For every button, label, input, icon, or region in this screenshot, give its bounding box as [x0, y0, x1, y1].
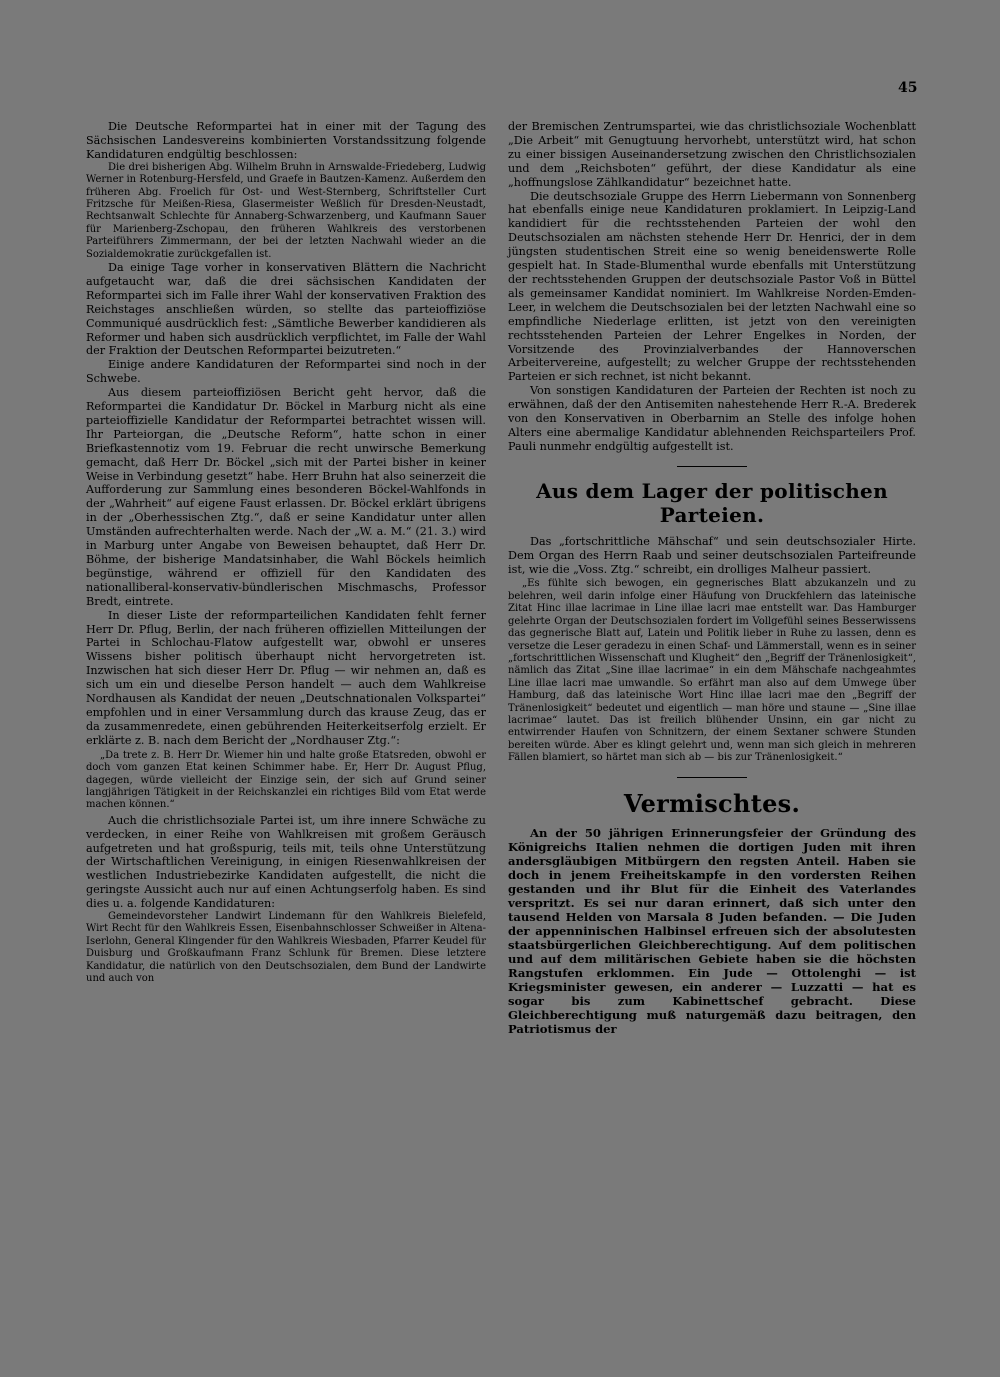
pflug-paragraph: In dieser Liste der reformparteilichen Kandidaten fehlt ferner Herr Dr. Pflug, Berlin, der nach früheren offiziellen Mitteilungen der Partei in Schlochau-Flatow aufgestellt war, obwohl er unseres Wissens bisher politisch überhaupt nicht hervorgetreten ist. Inzwischen hat sich dieser Herr Dr. Pflug — wir nehmen an, daß es sich um ein und dieselbe Person handelt — auch dem Wahlkreise Nordhausen als Kandidat der neuen „Deutschnationalen Volkspartei“ empfohlen und in einer Versammlung durch das krause Zeug, das er da zusammenredete, einen gebührenden Heiterkeitserfolg erzielt. Er erklärte z. B. nach dem Bericht der „Nordhauser Ztg.“:: [86, 608, 486, 747]
section-divider: [677, 466, 747, 467]
italy-jubilee-paragraph: An der 50 jährigen Erinnerungsfeier der Gründung des Königreichs Italien nehmen die dortigen Juden mit ihren andersgläubigen Mitbürgern den regsten Anteil. Haben sie doch in jenem Freiheitskampfe in den vordersten Reihen gestanden und ihr Blut für die Einheit des Vaterlandes verspritzt. Es sei nur daran erinnert, daß sich unter den tausend Helden von Marsala 8 Juden befanden. — Die Juden der appenninischen Halbinsel erfreuen sich der absolutesten staatsbürgerlichen Gleichberechtigung. Auf dem politischen und auf dem militärischen Gebiete haben sie die höchsten Rangstufen erklommen. Ein Jude — Ottolenghi — ist Kriegsminister gewesen, ein anderer — Luzzatti — hat es sogar bis zum Kabinettschef gebracht. Diese Gleichberechtigung muß naturgemäß dazu beitragen, den Patriotismus der: [508, 825, 916, 1036]
page-number: 45: [898, 80, 918, 96]
christian-social-paragraph: Auch die christlichsoziale Partei ist, um ihre innere Schwäche zu verdecken, in einer Reihe von Wahlkreisen mit großem Geräusch aufgetreten und hat großspurig, teils mit, teils ohne Unterstützung der Wirtschaftlichen Vereinigung, in einigen Riesenwahlkreisen der westlichen Industriebezirke Kandidaten aufgestellt, die nicht die geringste Aussicht auch nur auf einen Achtungserfolg haben. Es sind dies u. a. folgende Kandidaturen:: [86, 813, 486, 911]
nordhauser-quote: „Da trete z. B. Herr Dr. Wiemer hin und halte große Etatsreden, obwohl er doch vom ganzen Etat keinen Schimmer habe. Er, Herr Dr. August Pflug, dagegen, würde vielleicht der Einzige sein, der sich auf Grund seiner langjährigen Tätigkeit in der Reichskanzlei ein richtiges Bild vom Etat werde machen können.“: [86, 749, 486, 811]
bremen-continuation-paragraph: der Bremischen Zentrumspartei, wie das christlichsoziale Wochenblatt „Die Arbeit“ mit Genugtuung hervorhebt, unterstützt wird, hat schon zu einer bissigen Auseinandersetzung zwischen den Christlichsozialen und dem „Reichsboten“ geführt, der diese Kandidatur als eine „hoffnungslose Zählkandidatur“ bezeichnet hatte.: [508, 120, 916, 189]
boeckel-paragraph: Aus diesem parteioffiziösen Bericht geht hervor, daß die Reformpartei die Kandidatur Dr. Böckel in Marburg nicht als eine parteioffizielle Kandidatur der Reformpartei betrachtet wissen will. Ihr Parteiorgan, die „Deutsche Reform“, hatte schon in einer Briefkastennotiz vom 19. Februar die recht unwirsche Bemerkung gemacht, daß Herr Dr. Böckel „sich mit der Partei bisher in keiner Weise in Verbindung gesetzt“ habe. Herr Bruhn hat also seinerzeit die Aufforderung zur Sammlung eines besonderen Böckel-Wahlfonds in der „Wahrheit“ auf eigene Faust erlassen. Dr. Böckel erklärt übrigens in der „Oberhessischen Ztg.“, daß er seine Kandidatur unter allen Umständen aufrechterhalten werde. Nach der „W. a. M.“ (21. 3.) wird in Marburg unter Angabe von Beweisen behauptet, daß Herr Dr. Böhme, der bisherige Mandatsinhaber, die Wahl Böckels heimlich begünstige, während er offiziell für den Kandidaten des nationalliberal-konservativ-bündlerischen Mischmaschs, Professor Bredt, eintrete.: [86, 386, 486, 608]
miscellaneous-heading: Vermischtes.: [623, 788, 801, 818]
candidate-list-paragraph: Die drei bisherigen Abg. Wilhelm Bruhn in Arnswalde-Friedeberg, Ludwig Werner in Rotenburg-Hersfeld, und Graefe in Bautzen-Kamenz. Außerdem den früheren Abg. Froelich für Ost- und West-Sternberg, Schriftsteller Curt Fritzsche für Meißen-Riesa, Glasermeister Weßlich für Dresden-Neustadt, Rechtsanwalt Schlechte für Annaberg-Schwarzenberg, und Kaufmann Sauer für Marienberg-Zschopau, den früheren Wahlkreis des verstorbenen Parteiführers Zimmermann, der bei der letzten Nachwahl wieder an die Sozialdemokratie zurückgefallen ist.: [86, 161, 486, 260]
left-column: [86, 120, 486, 986]
other-candidatures-paragraph: Von sonstigen Kandidaturen der Parteien der Rechten ist noch zu erwähnen, daß der den Antisemiten nahestehende Herr R.-A. Brederek von den Konservativen in Oberbarnim an Stelle des infolge hohen Alters eine abermalige Kandidatur ablehnenden Reichsparteilers Prof. Pauli nunmehr endgültig aufgestellt ist.: [508, 384, 916, 453]
reform-party-paragraph: Die Deutsche Reformpartei hat in einer mit der Tagung des Sächsischen Landesvereins kombinierten Vorstandssitzung folgende Kandidaturen endgültig beschlossen:: [86, 120, 486, 161]
pending-candidatures-paragraph: Einige andere Kandidaturen der Reformpartei sind noch in der Schwebe.: [86, 358, 486, 386]
latin-quote: „Es fühlte sich bewogen, ein gegnerisches Blatt abzukanzeln und zu belehren, weil darin infolge einer Häufung von Druckfehlern das lateinische Zitat Hinc illae lacrimae in Line illae lacri mae entstellt war. Das Hamburger gelehrte Organ der Deutschsozialen fordert im Vollgefühl seines Besserwissens das gegnerische Blatt auf, Latein und Politik lieber in Ruhe zu lassen, denn es versetze die Leser geradezu in einen Schaf- und Lämmerstall, wenn es in seiner „fortschrittlichen Wissenschaft und Klugheit“ den „Begriff der Tränenlosigkeit“, nämlich das Zitat „Sine illae lacrimae“ in ein dem Mähschafe nachgeahmtes Line illae lacri mae umwandle. So erfährt man also auf dem Umwege über Hamburg, daß das lateinische Wort Hinc illae lacri mae den „Begriff der Tränenlosigkeit“ bedeutet und eigentlich — man höre und staune — „Sine illae lacrimae“ lautet. Das ist freilich blühender Unsinn, ein gar nicht zu entwirrender Haufen von Schnitzern, der einem Sextaner schwere Stunden bereiten würde. Aber es klingt gelehrt und, wenn man sich gleich in mehreren Fällen blamiert, so härtet man sich ab — bis zur Tränenlosigkeit.“: [508, 578, 916, 764]
right-column: [508, 120, 916, 1036]
political-parties-heading: Aus dem Lager der politischen Parteien.: [536, 478, 888, 527]
christian-social-candidates: Gemeindevorsteher Landwirt Lindemann für den Wahlkreis Bielefeld, Wirt Recht für den Wahlkreis Essen, Eisenbahnschlosser Schweißer in Altena-Iserlohn, General Klingender für den Wahlkreis Wiesbaden, Pfarrer Keudel für Duisburg und Großkaufmann Franz Schlunk für Bremen. Diese letztere Kandidatur, die natürlich von den Deutschsozialen, dem Bund der Landwirte und auch von: [86, 911, 486, 985]
conservative-press-paragraph: Da einige Tage vorher in konservativen Blättern die Nachricht aufgetaucht war, daß die drei sächsischen Kandidaten der Reformpartei sich im Falle ihrer Wahl der konservativen Fraktion des Reichstages anschließen würden, so stellte das parteioffiziöse Communiqué ausdrücklich fest: „Sämtliche Bewerber kandidieren als Reformer und haben sich ausdrücklich verpflichtet, im Falle der Wahl der Fraktion der Deutschen Reformpartei beizutreten.“: [86, 260, 486, 358]
maehschaf-paragraph: Das „fortschrittliche Mähschaf“ und sein deutschsozialer Hirte. Dem Organ des Herrn Raab und seiner deutschsozialen Parteifreunde ist, wie die „Voss. Ztg.“ schreibt, ein drolliges Malheur passiert.: [508, 534, 916, 576]
section-divider: [677, 777, 747, 778]
german-social-group-paragraph: Die deutschsoziale Gruppe des Herrn Liebermann von Sonnenberg hat ebenfalls einige neue Kandidaturen proklamiert. In Leipzig-Land kandidiert für die rechtsstehenden Parteien der wohl den Deutschsozialen am nächsten stehende Herr Dr. Henrici, der in dem jüngsten studentischen Streit eine so wenig beneidenswerte Rolle gespielt hat. In Stade-Blumenthal wurde ebenfalls mit Unterstützung der rechtsstehenden Gruppen der deutschsoziale Pastor Voß in Büttel als gemeinsamer Kandidat nominiert. Im Wahlkreise Norden-Emden-Leer, in welchem die Deutschsozialen bei der letzten Nachwahl eine so empfindliche Niederlage erlitten, ist jetzt von den vereinigten rechtsstehenden Parteien der Lehrer Engelkes in Norden, der Vorsitzende des Provinzialverbandes der Hannoverschen Arbeitervereine, aufgestellt; zu welcher Gruppe der rechtsstehenden Parteien er sich rechnet, ist nicht bekannt.: [508, 189, 916, 384]
